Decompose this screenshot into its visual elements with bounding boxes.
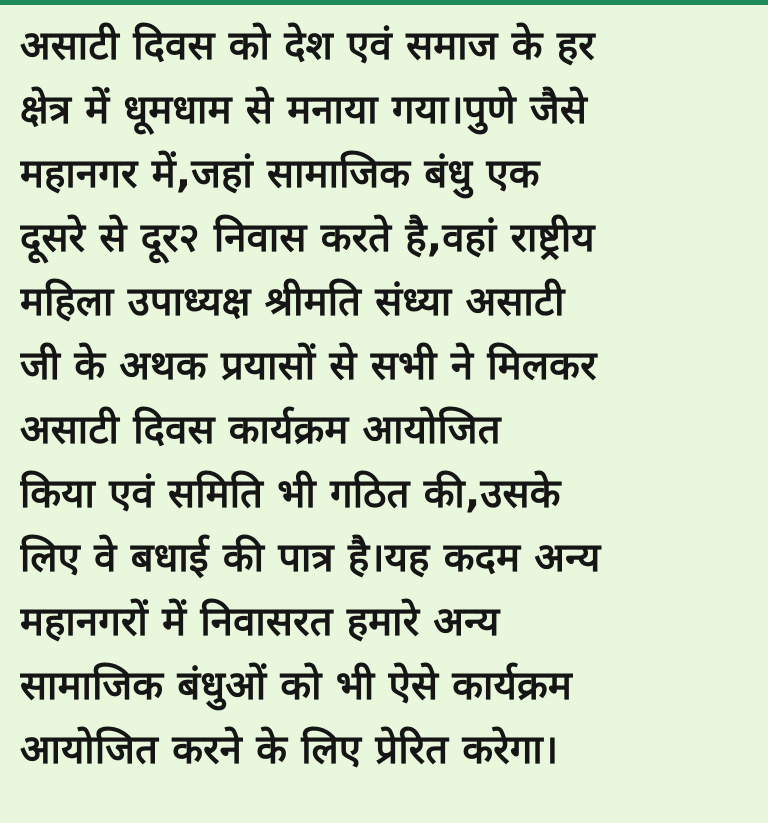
text-line-11: सामाजिक बंधुओं को भी ऐसे कार्यक्रम [20,663,573,709]
message-text [20,14,760,782]
text-line-3: महानगर में,जहां सामाजिक बंधु एक [20,151,540,197]
top-border [0,0,768,5]
text-line-8: किया एवं समिति भी गठित की,उसके [20,471,561,517]
text-line-6: जी के अथक प्रयासों से सभी ने मिलकर [20,343,597,389]
text-line-2: क्षेत्र में धूमधाम से मनाया गया।पुणे जैसे [20,87,588,133]
text-line-9: लिए वे बधाई की पात्र है।यह कदम अन्य [20,535,601,581]
text-line-7: असाटी दिवस कार्यक्रम आयोजित [20,407,501,453]
text-line-12: आयोजित करने के लिए प्रेरित करेगा। [20,727,559,773]
text-line-5: महिला उपाध्यक्ष श्रीमति संध्या असाटी [20,279,565,325]
text-line-10: महानगरों में निवासरत हमारे अन्य [20,599,500,645]
text-line-4: दूसरे से दूर२ निवास करते है,वहां राष्ट्रीय [20,215,595,261]
text-line-1: असाटी दिवस को देश एवं समाज के हर [20,23,595,69]
